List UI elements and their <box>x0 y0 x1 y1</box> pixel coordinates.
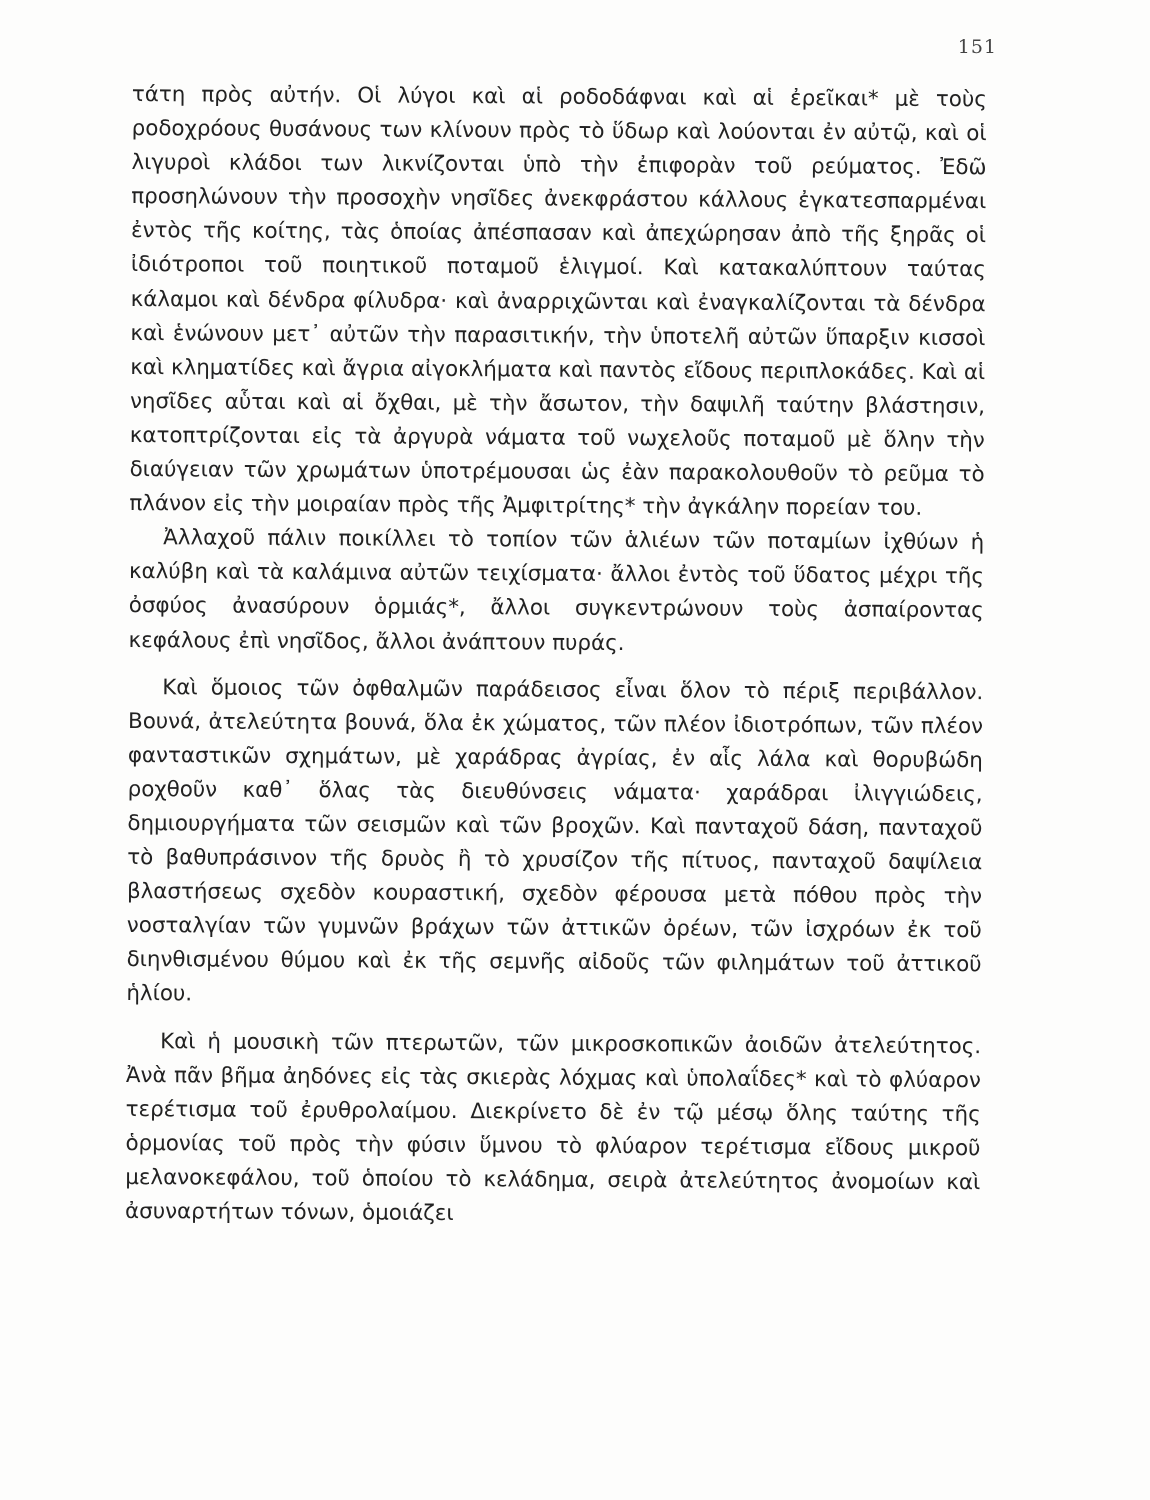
paragraph-4: Καὶ ἡ μουσικὴ τῶν πτερωτῶν, τῶν μικροσκοπικῶν ἀοιδῶν ἀτελεύτητος. Ἀνὰ πᾶν βῆμα ἀηδόνες εἰς τὰς σκιερὰς λόχμας καὶ ὑπολαΐδες* καὶ τὸ φλύαρον τερέτισμα τοῦ ἐρυθρολαίμου. Διεκρίνετο δὲ ἐν τῷ μέσῳ ὅλης ταύτης τῆς ὁρμονίας τοῦ πρὸς τὴν φύσιν ὕμνου τὸ φλύαρον τερέτισμα εἴδους μικροῦ μελανοκεφάλου, τοῦ ὁποίου τὸ κελάδημα, σειρὰ ἀτελεύτητος ἀνομοίων καὶ ἀσυναρτήτων τόνων, ὁμοιάζει <box>124 1028 982 1226</box>
paragraph-2: Ἀλλαχοῦ πάλιν ποικίλλει τὸ τοπίον τῶν ἁλιέων τῶν ποταμίων ἰχθύων ἡ καλύβη καὶ τὰ καλάμινα αὐτῶν τειχίσματα· ἄλλοι ἐντὸς τοῦ ὕδατος μέχρι τῆς ὀσφύος ἀνασύρουν ὁρμιάς*, ἄλλοι συγκεντρώνουν τοὺς ἀσπαίροντας κεφάλους ἐπὶ νησῖδος, ἄλλοι ἀνάπτουν πυράς. <box>128 525 985 656</box>
body-text <box>125 78 987 1234</box>
page-number: 151 <box>957 36 997 58</box>
paragraph-1: τάτη πρὸς αὐτήν. Οἱ λύγοι καὶ αἱ ροδοδάφναι καὶ αἱ ἐρεῖκαι* μὲ τοὺς ροδοχρόους θυσάνους των κλίνουν πρὸς τὸ ὕδωρ καὶ λούονται ἐν αὐτῷ, καὶ οἱ λιγυροὶ κλάδοι των λικνίζονται ὑπὸ τὴν ἐπιφορὰν τοῦ ρεύματος. Ἐδῶ προσηλώνουν τὴν προσοχὴν νησῖδες ἀνεκφράστου κάλλους ἐγκατεσπαρμέναι ἐντὸς τῆς κοίτης, τὰς ὁποίας ἀπέσπασαν καὶ ἀπεχώρησαν ἀπὸ τῆς ξηρᾶς οἱ ἰδιότροποι τοῦ ποιητικοῦ ποταμοῦ ἑλιγμοί. Καὶ κατακαλύπτουν ταύτας κάλαμοι καὶ δένδρα φίλυδρα· καὶ ἀναρριχῶνται καὶ ἐναγκαλίζονται τὰ δένδρα καὶ ἑνώνουν μετ᾽ αὐτῶν τὴν παρασιτικήν, τὴν ὑποτελῆ αὐτῶν ὕπαρξιν κισσοὶ καὶ κληματίδες καὶ ἄγρια αἰγοκλήματα καὶ παντὸς εἴδους περιπλοκάδες. Καὶ αἱ νησῖδες αὗται καὶ αἱ ὄχθαι, μὲ τὴν ἄσωτον, τὴν δαψιλῆ ταύτην βλάστησιν, κατοπτρίζονται εἰς τὰ ἀργυρὰ νάματα τοῦ νωχελοῦς ποταμοῦ μὲ ὅλην τὴν διαύγειαν τῶν χρωμάτων ὑποτρέμουσαι ὡς ἐὰν παρακολουθοῦν τὸ ρεῦμα τὸ πλάνον εἰς τὴν μοιραίαν πρὸς τῆς Ἀμφιτρίτης* τὴν ἀγκάλην πορείαν του. <box>129 81 987 521</box>
paragraph-3: Καὶ ὅμοιος τῶν ὀφθαλμῶν παράδεισος εἶναι ὅλον τὸ πέριξ περιβάλλον. Βουνά, ἀτελεύτητα βουνά, ὅλα ἐκ χώματος, τῶν πλέον ἰδιοτρόπων, τῶν πλέον φανταστικῶν σχημάτων, μὲ χαράδρας ἀγρίας, ἐν αἷς λάλα καὶ θορυβώδη ροχθοῦν καθ᾽ ὅλας τὰς διευθύνσεις νάματα· χαράδραι ἰλιγγιώδεις, δημιουργήματα τῶν σεισμῶν καὶ τῶν βροχῶν. Καὶ πανταχοῦ δάση, πανταχοῦ τὸ βαθυπράσινον τῆς δρυὸς ἢ τὸ χρυσίζον τῆς πίτυος, πανταχοῦ δαψίλεια βλαστήσεως σχεδὸν κουραστική, σχεδὸν φέρουσα μετὰ πόθου πρὸς τὴν νοσταλγίαν τῶν γυμνῶν βράχων τῶν ἀττικῶν ὀρέων, τῶν ἰσχρόων ἐκ τοῦ διηνθισμένου θύμου καὶ ἐκ τῆς σεμνῆς αἰδοῦς τῶν φιλημάτων τοῦ ἀττικοῦ ἡλίου. <box>126 674 984 1007</box>
